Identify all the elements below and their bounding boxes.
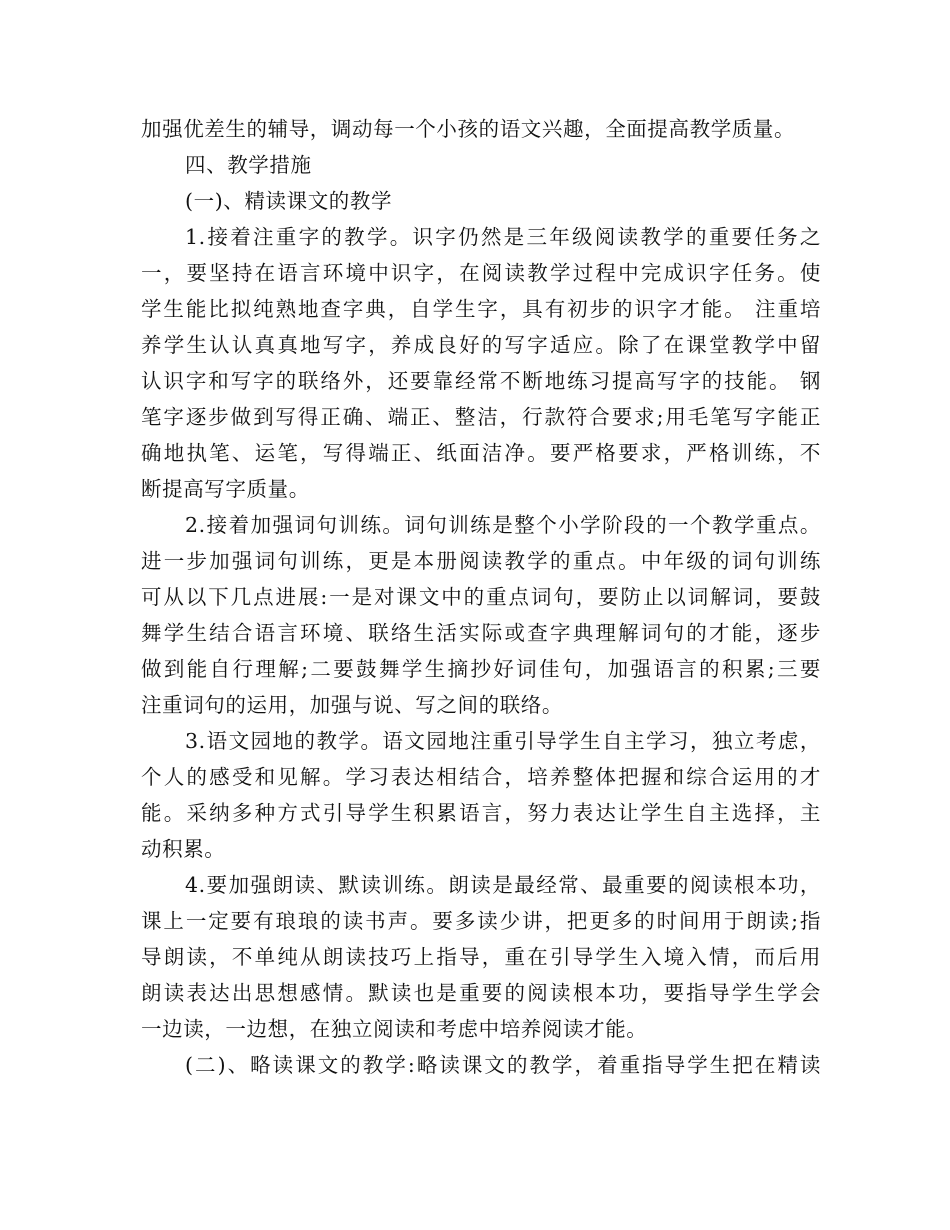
text-line: (一)、精读课文的教学 (185, 189, 393, 213)
text-line: 学生能比拟纯熟地查字典，自学生字，具有初步的识字才能。 注重培 (141, 297, 821, 321)
text-line: 4.要加强朗读、默读训练。朗读是最经常、最重要的阅读根本功， (185, 873, 821, 897)
text-line: 3.语文园地的教学。语文园地注重引导学生自主学习，独立考虑， (185, 729, 821, 753)
text-line: 断提高写字质量。 (141, 477, 310, 501)
text-line: 加强优差生的辅导，调动每一个小孩的语文兴趣，全面提高教学质量。 (141, 117, 796, 141)
text-line: 一边读，一边想，在独立阅读和考虑中培养阅读才能。 (141, 1017, 648, 1041)
text-line: 可从以下几点进展:一是对课文中的重点词句，要防止以词解词，要鼓 (141, 585, 821, 609)
text-line: (二)、略读课文的教学:略读课文的教学，着重指导学生把在精读 (185, 1053, 821, 1077)
text-line: 2.接着加强词句训练。词句训练是整个小学阶段的一个教学重点。 (185, 513, 821, 537)
text-line: 能。采纳多种方式引导学生积累语言，努力表达让学生自主选择，主 (141, 801, 821, 825)
text-line: 1.接着注重字的教学。识字仍然是三年级阅读教学的重要任务之 (185, 225, 821, 249)
text-line: 做到能自行理解;二要鼓舞学生摘抄好词佳句，加强语言的积累;三要 (141, 657, 821, 681)
text-line: 养学生认认真真地写字，养成良好的写字适应。除了在课堂教学中留 (141, 333, 821, 357)
text-line: 四、教学措施 (185, 153, 312, 177)
text-line: 动积累。 (141, 837, 226, 861)
text-line: 舞学生结合语言环境、联络生活实际或查字典理解词句的才能，逐步 (141, 621, 821, 645)
text-line: 朗读表达出思想感情。默读也是重要的阅读根本功，要指导学生学会 (141, 981, 821, 1005)
text-line: 导朗读，不单纯从朗读技巧上指导，重在引导学生入境入情，而后用 (141, 945, 821, 969)
text-line: 注重词句的运用，加强与说、写之间的联络。 (141, 693, 563, 717)
text-line: 确地执笔、运笔，写得端正、纸面洁净。要严格要求，严格训练，不 (141, 441, 821, 465)
text-line: 认识字和写字的联络外，还要靠经常不断地练习提高写字的技能。 钢 (141, 369, 821, 393)
text-line: 进一步加强词句训练，更是本册阅读教学的重点。中年级的词句训练 (141, 549, 821, 573)
text-line: 个人的感受和见解。学习表达相结合，培养整体把握和综合运用的才 (141, 765, 821, 789)
text-line: 一，要坚持在语言环境中识字，在阅读教学过程中完成识字任务。使 (141, 261, 821, 285)
body-text (141, 111, 821, 1083)
text-line: 笔字逐步做到写得正确、端正、整洁，行款符合要求;用毛笔写字能正 (141, 405, 821, 429)
text-line: 课上一定要有琅琅的读书声。要多读少讲，把更多的时间用于朗读;指 (141, 909, 821, 933)
